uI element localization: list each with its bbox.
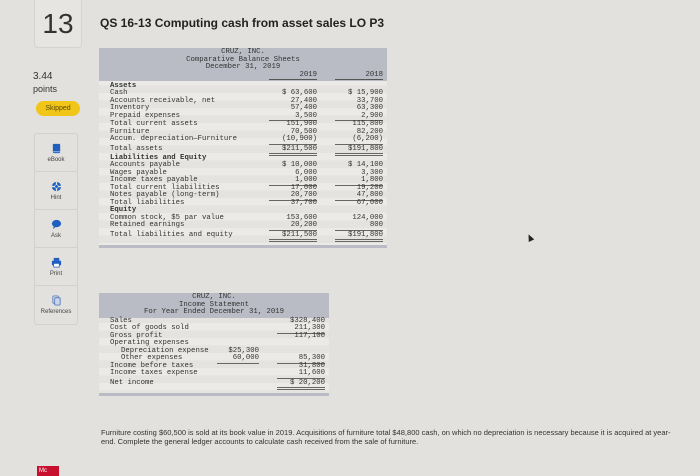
table-row [99,136,387,144]
points-block [33,71,57,95]
row-label: Accounts receivable, net [110,96,216,105]
row-subvalue: 60,000 [217,355,259,364]
value-2019: 151,900 [286,120,317,128]
balance-sheet-header [99,48,387,81]
book-icon [51,143,62,154]
value-2018: $ 15,900 [347,89,383,97]
value-2019: $211,500 [269,232,317,243]
row-label: Wages payable [110,168,167,177]
ebook-label: eBook [47,156,65,163]
bs-col-2019: 2019 [269,72,317,81]
value-2019: 3,500 [269,113,317,122]
row-label: Furniture [110,127,150,136]
row-label: Cash [110,89,128,97]
points-value: 3.44 [33,71,53,82]
value-2018: 82,200 [356,127,383,136]
chat-bubble-icon [51,219,62,230]
print-button[interactable] [35,248,77,286]
income-statement-header [99,293,329,318]
is-period: For Year Ended December 31, 2019 [143,308,285,316]
value-2018: (6,200) [335,136,383,145]
table-bottom-bar [99,393,329,396]
value-2019: $211,500 [269,146,317,157]
row-label: Cost of goods sold [110,324,189,332]
row-label: Total current assets [110,120,198,128]
printer-icon [51,257,62,268]
question-title: QS 16-13 Computing cash from asset sales LO P3 [100,16,385,30]
bs-col-2018: 2018 [335,72,383,81]
row-total: 11,600 [277,370,325,379]
table-bottom-bar [99,245,387,248]
value-2019: 27,400 [290,96,317,105]
value-2019: 1,000 [269,177,317,186]
bs-company: CRUZ, INC. [221,48,265,56]
ask-button[interactable] [35,210,77,248]
references-label: References [40,309,72,315]
row-label: Income taxes payable [110,176,198,184]
ebook-button[interactable] [35,134,77,172]
row-total: 31,800 [298,361,325,370]
question-description: Furniture costing $60,500 is sold at its book value in 2019. Acquisitions of furniture total $48,800 cash, on which no depreciation is necessary because it is acquired at year-end. Complete the general ledger accounts to calculate cash received from the sale of furniture. [101,428,671,446]
table-row [99,200,387,208]
value-2018: 67,000 [356,198,383,207]
row-label: Operating expenses [110,339,189,347]
row-label: Inventory [110,104,150,112]
points-label: points [33,84,58,94]
value-2018: 2,900 [335,113,383,122]
row-total: 85,300 [277,355,325,364]
value-2019: 70,500 [290,127,317,136]
question-number [34,0,82,48]
table-row [99,222,387,230]
value-2018: 3,300 [361,168,383,177]
references-button[interactable] [35,286,77,324]
row-label: Total liabilities [110,198,185,207]
question-number-text: 13 [42,7,74,39]
row-label: Prepaid expenses [110,111,181,120]
table-row [99,232,387,241]
row-total: 211,300 [277,325,325,334]
bs-title: Comparative Balance Sheets [186,55,300,64]
row-subvalue: $25,300 [228,346,259,355]
table-row [99,370,329,378]
value-2019: 57,400 [290,104,317,112]
row-label: Liabilities and Equity [110,153,207,162]
lifebuoy-icon [51,181,62,192]
mcgraw-hill-logo: Mc [37,466,59,476]
row-label: Depreciation expense [121,346,209,355]
ask-label: Ask [50,232,61,239]
value-2018: 115,800 [352,120,383,128]
row-label: Total assets [110,144,163,153]
mouse-cursor-icon [526,233,534,242]
row-label: Net income [110,378,154,387]
row-label: Income before taxes [110,361,194,370]
documents-icon [51,295,62,306]
row-label: Retained earnings [110,221,185,229]
value-2018: 33,700 [356,96,383,105]
is-title: Income Statement [178,300,250,309]
value-2019: 37,700 [290,198,317,207]
row-label: Assets [110,81,137,90]
value-2018: 124,000 [352,213,383,222]
value-2019: 153,600 [286,213,317,222]
is-company: CRUZ, INC. [192,293,236,301]
value-2018: $191,800 [335,146,383,157]
value-2018: 63,300 [356,104,383,112]
value-2019: 6,000 [295,168,317,177]
row-label: Gross profit [110,331,163,340]
hint-label: Hint [50,194,62,201]
value-2018: 19,200 [356,183,383,192]
row-label: Total liabilities and equity [110,230,233,239]
table-row [99,83,387,91]
row-total: $328,400 [289,316,325,325]
bs-date: December 31, 2019 [205,63,281,71]
row-total: 117,100 [294,331,325,340]
value-2018: 47,800 [335,192,383,201]
value-2018: 1,800 [335,177,383,186]
value-2019: 20,200 [269,222,317,231]
row-label: Other expenses [121,354,183,362]
row-label: Sales [110,316,132,325]
row-label: Accounts payable [110,161,181,169]
hint-button[interactable] [35,172,77,210]
table-row [99,380,329,389]
tools-panel [34,133,78,325]
bs-column-headers [99,72,387,81]
balance-sheet-table [99,48,387,248]
row-total: $ 20,200 [277,380,325,391]
print-label: Print [49,270,63,277]
row-label: Income taxes expense [110,369,198,377]
row-label: Notes payable (long-term) [110,191,220,199]
value-2019: $ 10,000 [281,161,317,169]
value-2019: $ 63,600 [281,89,317,97]
value-2018: 800 [335,222,383,231]
row-label: Common stock, $5 par value [110,213,224,222]
income-statement-table [99,293,329,396]
value-2019: (10,900) [269,136,317,145]
table-row [99,113,387,121]
status-badge: Skipped [36,101,80,116]
row-label: Accum. depreciation—Furniture [110,135,237,143]
value-2019: 20,700 [269,192,317,201]
row-label: Equity [110,206,137,214]
value-2018: $ 14,100 [347,161,383,169]
value-2018: $191,800 [335,232,383,243]
row-label: Total current liabilities [110,183,220,192]
value-2019: 17,000 [290,183,317,192]
